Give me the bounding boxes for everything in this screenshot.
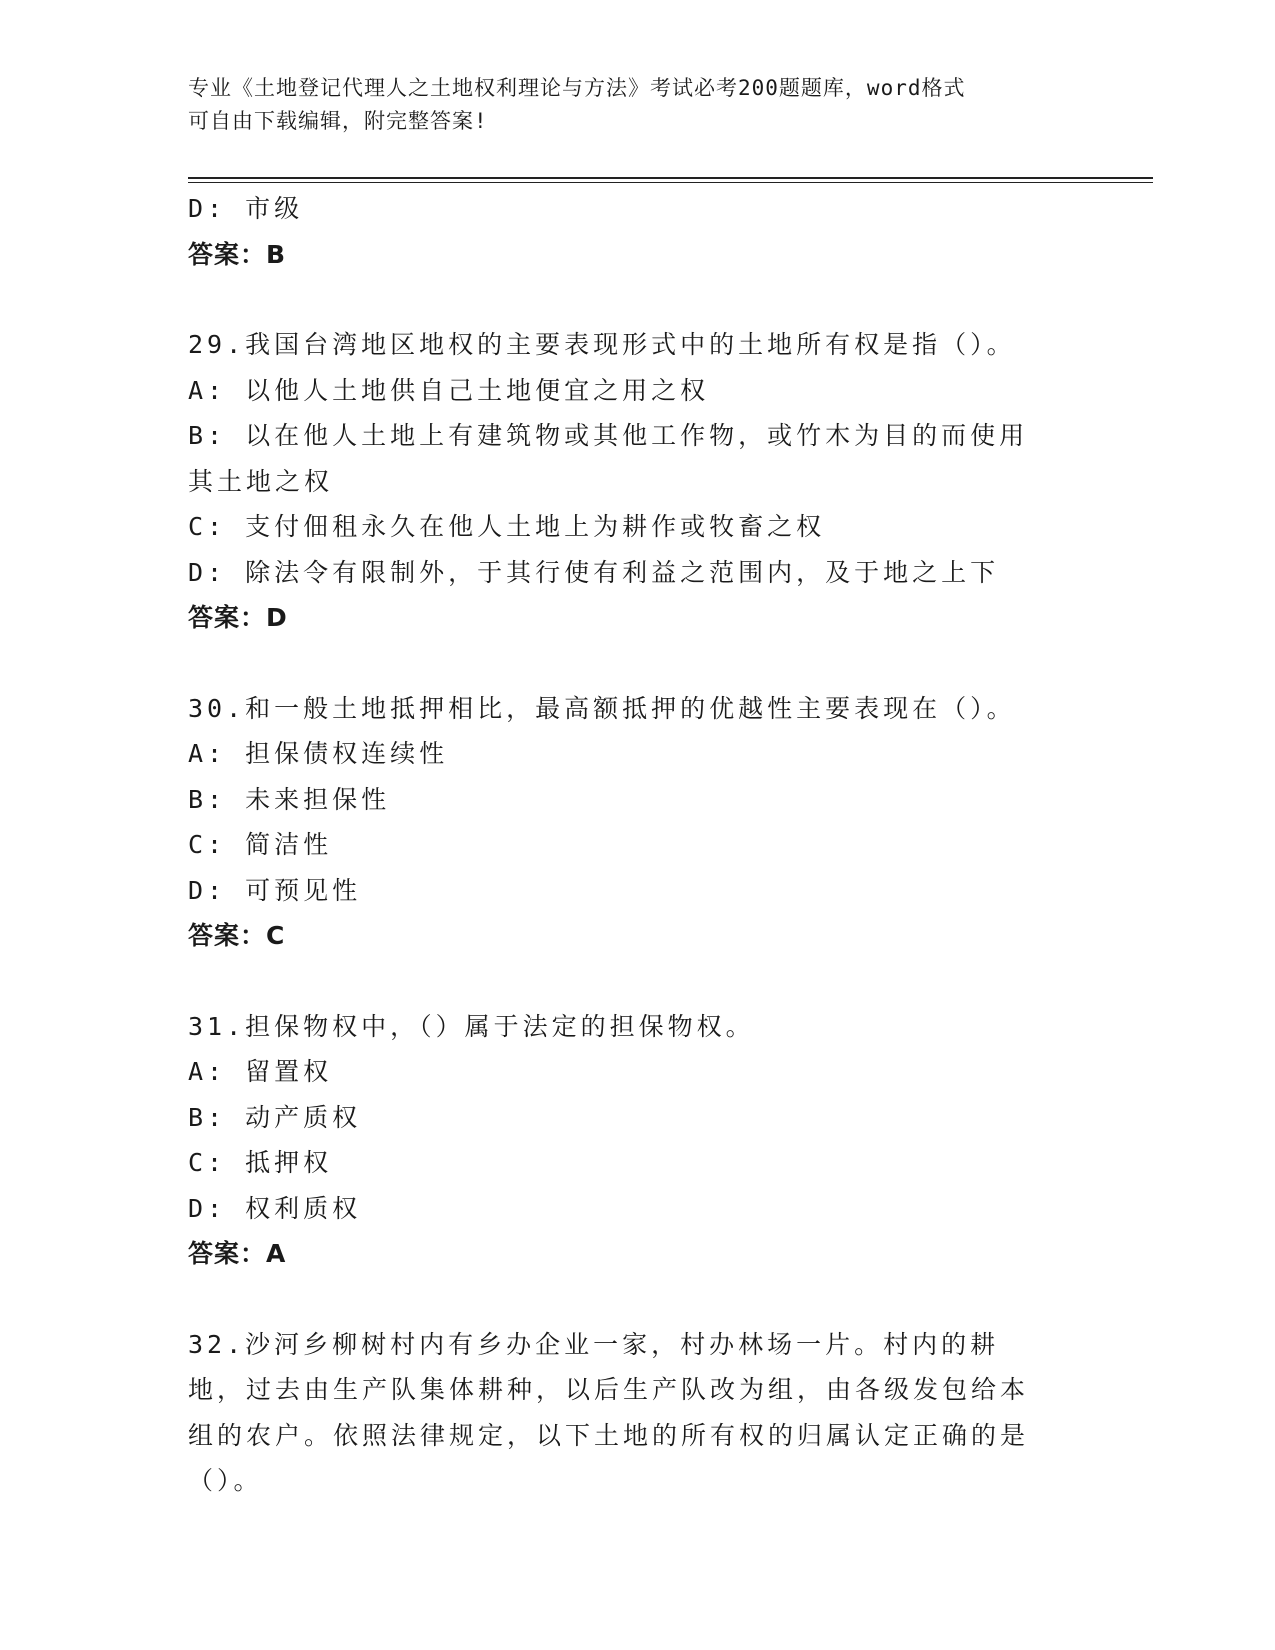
header-rule-thin [188, 182, 1153, 183]
option-d: D: 权利质权 [188, 1193, 362, 1223]
option-d: D: 市级 [188, 194, 304, 223]
option-b: B: 以在他人土地上有建筑物或其他工作物，或竹木为目的而使用其土地之权 [188, 421, 1029, 496]
question-text: 29.我国台湾地区地权的主要表现形式中的土地所有权是指（）。 [188, 330, 1016, 359]
answer-line: 答案：B [188, 239, 287, 269]
document-body [188, 186, 1088, 1504]
question-text: 32.沙河乡柳树村内有乡办企业一家，村办林场一片。村内的耕地，过去由生产队集体耕种，以后生产队改为组，由各级发包给本组的农户。依照法律规定，以下土地的所有权的归属认定正确的是（）。 [188, 1329, 1030, 1495]
option-c: C: 支付佃租永久在他人土地上为耕作或牧畜之权 [188, 512, 826, 541]
option-a: A: 以他人土地供自己土地便宜之用之权 [188, 375, 710, 405]
option-d: D: 除法令有限制外，于其行使有利益之范围内，及于地之上下 [188, 557, 1000, 587]
option-c: C: 简洁性 [188, 830, 333, 859]
answer-line: 答案：D [188, 603, 288, 632]
answer-line: 答案：C [188, 921, 286, 950]
question-29 [188, 322, 1088, 641]
question-text: 30.和一般土地抵押相比，最高额抵押的优越性主要表现在（）。 [188, 693, 1016, 723]
option-a: A: 留置权 [188, 1057, 333, 1086]
answer-line: 答案：A [188, 1239, 287, 1268]
option-a: A: 担保债权连续性 [188, 739, 449, 768]
option-c: C: 抵押权 [188, 1148, 333, 1177]
previous-question-tail [188, 186, 1088, 277]
question-32 [188, 1322, 1088, 1504]
question-30 [188, 686, 1088, 959]
header-rule-thick [188, 177, 1153, 179]
page-header [188, 72, 1068, 138]
option-b: B: 动产质权 [188, 1102, 362, 1132]
option-b: B: 未来担保性 [188, 784, 391, 814]
header-line-2: 可自由下载编辑，附完整答案! [188, 109, 488, 133]
header-line-1: 专业《土地登记代理人之土地权利理论与方法》考试必考200题题库，word格式 [188, 76, 966, 100]
option-d: D: 可预见性 [188, 875, 362, 905]
question-31 [188, 1004, 1088, 1277]
question-text: 31.担保物权中，（）属于法定的担保物权。 [188, 1011, 755, 1041]
